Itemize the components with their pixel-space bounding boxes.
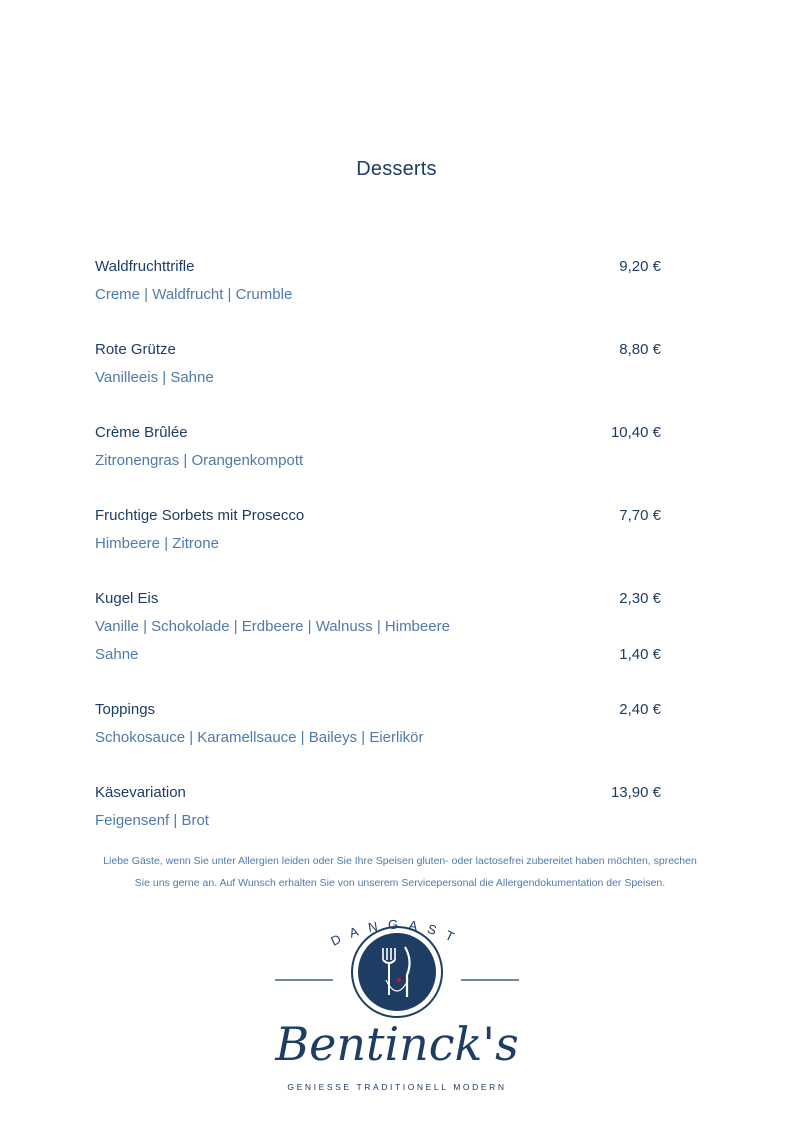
- item-description: Vanille | Schokolade | Erdbeere | Walnuss | Himbeere: [95, 617, 450, 635]
- item-price: 10,40 €: [610, 423, 661, 441]
- item-description: Vanilleeis | Sahne: [95, 368, 214, 386]
- item-name: Kugel Eis: [95, 589, 159, 607]
- item-extra-label: Sahne: [95, 645, 139, 663]
- item-name: Käsevariation: [95, 783, 186, 801]
- item-description-row: [95, 367, 661, 387]
- restaurant-logo: [255, 910, 539, 1096]
- item-description: Creme | Waldfrucht | Crumble: [95, 285, 293, 303]
- item-description-row: [95, 533, 661, 553]
- menu-item-toppings: [95, 699, 661, 719]
- item-name: Waldfruchttrifle: [95, 257, 195, 275]
- item-price: 9,20 €: [619, 257, 661, 275]
- item-name: Fruchtige Sorbets mit Prosecco: [95, 506, 305, 524]
- item-price: 2,30 €: [619, 589, 661, 607]
- logo-tagline: GENIESSE TRADITIONELL MODERN: [287, 1082, 507, 1092]
- logo-graphic: [255, 910, 539, 1096]
- item-extra-price: 1,40 €: [619, 645, 661, 663]
- menu-item-sorbets: [95, 505, 661, 525]
- item-description: Schokosauce | Karamellsauce | Baileys | Eierlikör: [95, 728, 424, 746]
- logo-brand: Bentinck's: [275, 1017, 519, 1071]
- item-description-row: [95, 727, 661, 747]
- menu-item-kaesevariation: [95, 782, 661, 802]
- item-description: Feigensenf | Brot: [95, 811, 209, 829]
- item-description: Himbeere | Zitrone: [95, 534, 219, 552]
- item-description-row: [95, 284, 661, 304]
- menu-item-waldfruchttrifle: [95, 256, 661, 276]
- item-name: Rote Grütze: [95, 340, 176, 358]
- item-price: 13,90 €: [610, 783, 661, 801]
- menu-item-kugel-eis: [95, 588, 661, 608]
- item-description-row: [95, 450, 661, 470]
- item-description-row: [95, 616, 661, 636]
- item-extra-row: [95, 644, 661, 664]
- logo-top-text: DANGAST: [328, 916, 466, 949]
- menu-item-rote-gruetze: [95, 339, 661, 359]
- item-description-row: [95, 810, 661, 830]
- item-price: 2,40 €: [619, 700, 661, 718]
- item-price: 8,80 €: [619, 340, 661, 358]
- allergen-notice: Liebe Gäste, wenn Sie unter Allergien leiden oder Sie Ihre Speisen gluten- oder lactosefrei zubereitet haben möchten, sprechen Sie uns gerne an. Auf Wunsch erhalten Sie von unserem Servicepersonal die Allergendokumentation der Speisen.: [103, 855, 697, 889]
- item-name: Crème Brûlée: [95, 423, 188, 441]
- item-price: 7,70 €: [619, 506, 661, 524]
- page-title: Desserts: [356, 158, 437, 180]
- menu-item-creme-brulee: [95, 422, 661, 442]
- item-description: Zitronengras | Orangenkompott: [95, 451, 304, 469]
- item-name: Toppings: [95, 700, 156, 718]
- fork-knife-icon: [352, 927, 442, 1017]
